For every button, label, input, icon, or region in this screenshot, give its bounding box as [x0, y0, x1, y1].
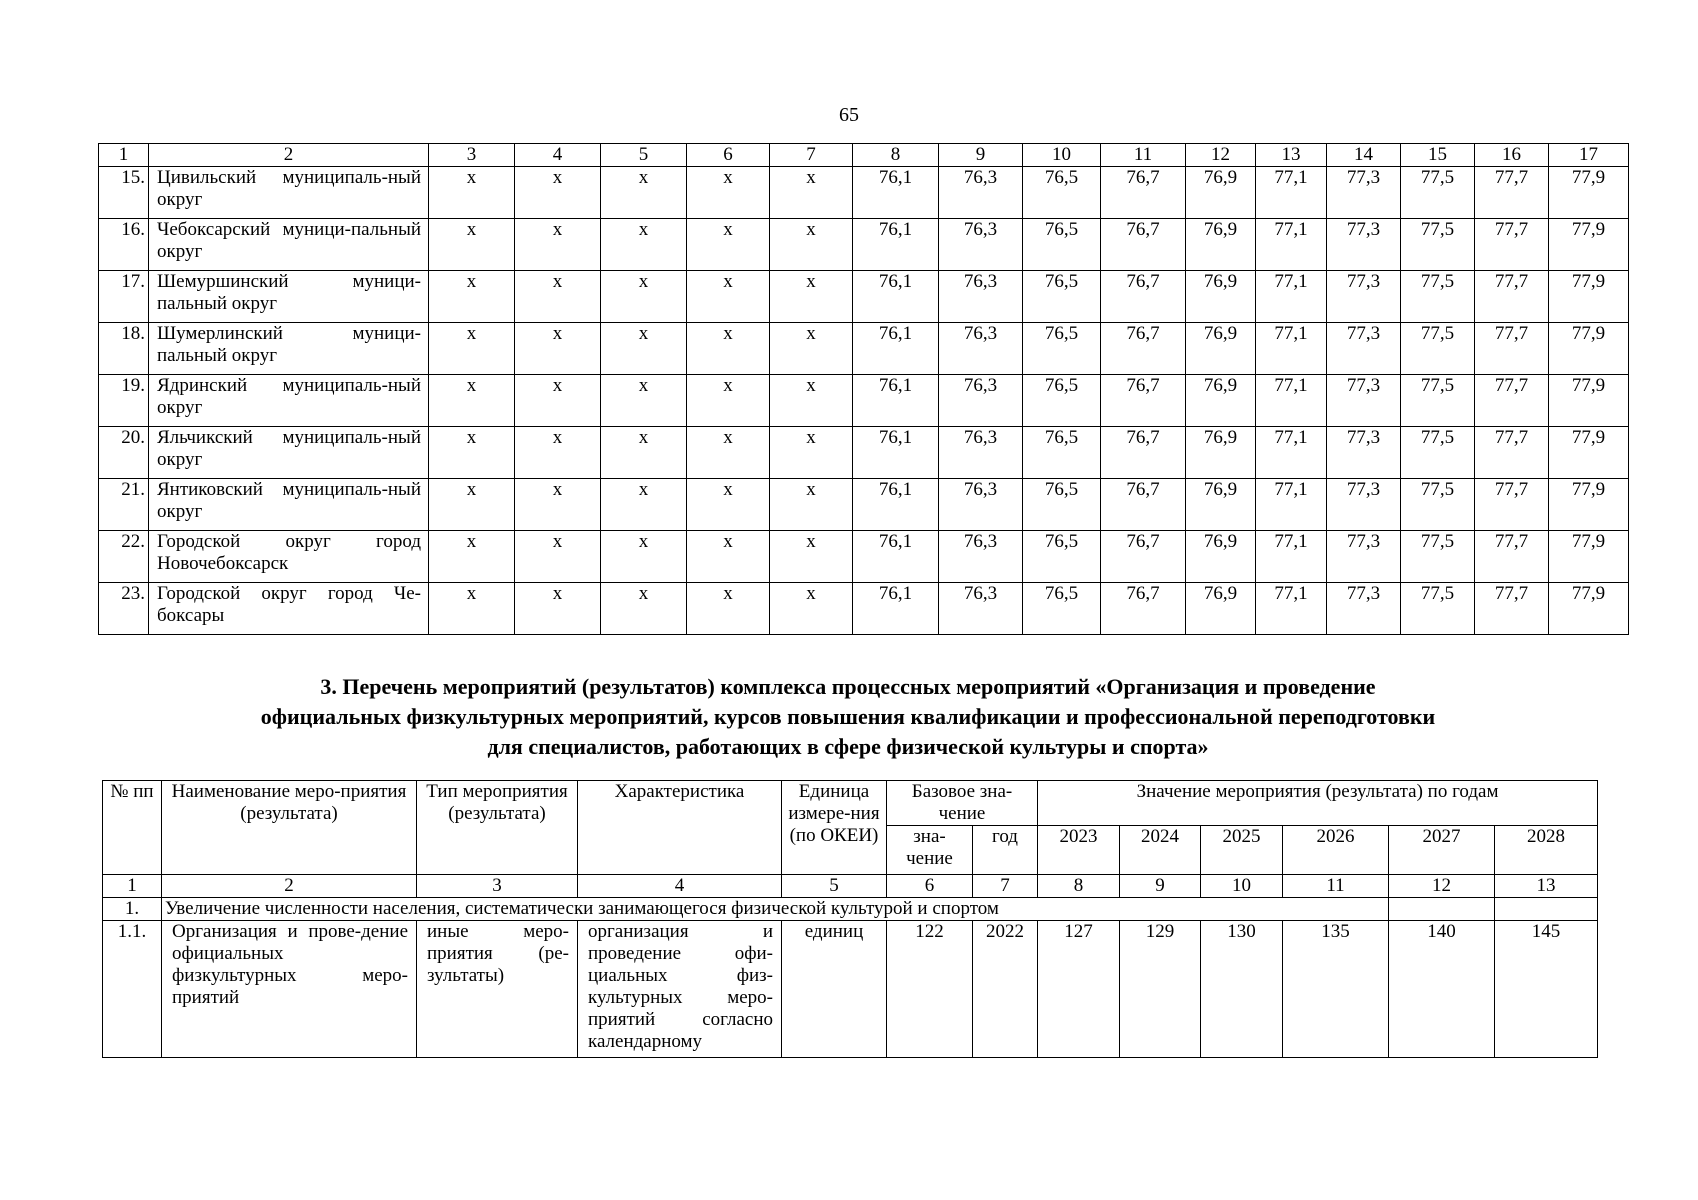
value-cell: 76,1 — [853, 219, 939, 271]
value-cell: 76,3 — [939, 219, 1023, 271]
municipality-name: Шемуршинский муници-пальный округ — [149, 271, 429, 323]
value-cell: 76,5 — [1023, 323, 1101, 375]
value-cell: 77,7 — [1475, 219, 1549, 271]
header-year-2025: 2025 — [1201, 826, 1283, 875]
header-years-group: Значение мероприятия (результата) по годам — [1038, 781, 1598, 826]
value-cell: 76,1 — [853, 583, 939, 635]
header-cell: 10 — [1023, 144, 1101, 167]
item-characteristic: организация и проведение офи-циальных физ-культурных меро-приятий согласно календарному — [578, 921, 782, 1058]
value-cell: 77,5 — [1401, 271, 1475, 323]
placeholder-cell: х — [687, 479, 770, 531]
placeholder-cell: х — [770, 219, 853, 271]
header-cell: 11 — [1101, 144, 1186, 167]
placeholder-cell: х — [687, 323, 770, 375]
value-cell: 77,5 — [1401, 167, 1475, 219]
placeholder-cell: х — [601, 323, 687, 375]
placeholder-cell: х — [601, 427, 687, 479]
section-title-line-1: 3. Перечень мероприятий (результатов) комплекса процессных мероприятий «Организация и проведение — [320, 674, 1376, 699]
placeholder-cell: х — [687, 375, 770, 427]
placeholder-cell: х — [601, 167, 687, 219]
row-number: 17. — [99, 271, 149, 323]
table-row — [99, 167, 1629, 219]
value-cell: 77,7 — [1475, 479, 1549, 531]
item-value-2025: 130 — [1201, 921, 1283, 1058]
placeholder-cell: х — [429, 479, 515, 531]
value-cell: 76,1 — [853, 167, 939, 219]
value-cell: 76,7 — [1101, 167, 1186, 219]
value-cell: 77,3 — [1327, 375, 1401, 427]
group-empty-cell — [1495, 898, 1598, 921]
municipality-name: Шумерлинский муници-пальный округ — [149, 323, 429, 375]
placeholder-cell: х — [429, 167, 515, 219]
value-cell: 76,5 — [1023, 167, 1101, 219]
value-cell: 77,5 — [1401, 479, 1475, 531]
value-cell: 77,3 — [1327, 323, 1401, 375]
item-base-value: 122 — [887, 921, 973, 1058]
value-cell: 77,5 — [1401, 375, 1475, 427]
column-index-cell: 9 — [1120, 875, 1201, 898]
placeholder-cell: х — [770, 271, 853, 323]
value-cell: 77,1 — [1256, 271, 1327, 323]
header-year-2024: 2024 — [1120, 826, 1201, 875]
value-cell: 76,3 — [939, 427, 1023, 479]
row-number: 16. — [99, 219, 149, 271]
placeholder-cell: х — [687, 583, 770, 635]
value-cell: 76,3 — [939, 531, 1023, 583]
placeholder-cell: х — [429, 219, 515, 271]
value-cell: 77,9 — [1549, 531, 1629, 583]
header-cell: 15 — [1401, 144, 1475, 167]
value-cell: 77,9 — [1549, 479, 1629, 531]
row-number: 22. — [99, 531, 149, 583]
placeholder-cell: х — [687, 271, 770, 323]
placeholder-cell: х — [515, 375, 601, 427]
indicator-values-table — [98, 143, 1629, 635]
item-value-2026: 135 — [1283, 921, 1389, 1058]
value-cell: 76,5 — [1023, 427, 1101, 479]
value-cell: 77,3 — [1327, 219, 1401, 271]
value-cell: 77,3 — [1327, 271, 1401, 323]
header-cell: 13 — [1256, 144, 1327, 167]
value-cell: 76,1 — [853, 323, 939, 375]
value-cell: 76,3 — [939, 583, 1023, 635]
activities-index-row — [103, 875, 1598, 898]
placeholder-cell: х — [601, 479, 687, 531]
header-cell: 4 — [515, 144, 601, 167]
column-index-cell: 10 — [1201, 875, 1283, 898]
value-cell: 76,1 — [853, 531, 939, 583]
header-year-2028: 2028 — [1495, 826, 1598, 875]
header-cell: 12 — [1186, 144, 1256, 167]
placeholder-cell: х — [687, 219, 770, 271]
value-cell: 77,5 — [1401, 219, 1475, 271]
value-cell: 76,5 — [1023, 479, 1101, 531]
column-index-cell: 3 — [417, 875, 578, 898]
value-cell: 76,9 — [1186, 219, 1256, 271]
header-base-value: зна-чение — [887, 826, 973, 875]
placeholder-cell: х — [515, 479, 601, 531]
table-row — [99, 375, 1629, 427]
value-cell: 77,3 — [1327, 583, 1401, 635]
activities-table — [102, 780, 1598, 1058]
table-row — [99, 219, 1629, 271]
table-row — [99, 479, 1629, 531]
header-cell: 5 — [601, 144, 687, 167]
row-number: 21. — [99, 479, 149, 531]
section-title-line-3: для специалистов, работающих в сфере физической культуры и спорта» — [487, 734, 1209, 759]
item-value-2027: 140 — [1389, 921, 1495, 1058]
item-value-2028: 145 — [1495, 921, 1598, 1058]
column-index-cell: 7 — [973, 875, 1038, 898]
value-cell: 77,9 — [1549, 323, 1629, 375]
value-cell: 77,7 — [1475, 323, 1549, 375]
header-name: Наименование меро-приятия (результата) — [162, 781, 417, 875]
value-cell: 77,7 — [1475, 531, 1549, 583]
column-index-cell: 11 — [1283, 875, 1389, 898]
column-index-cell: 1 — [103, 875, 162, 898]
activities-item-row — [103, 921, 1598, 1058]
page-number: 65 — [839, 104, 859, 126]
value-cell: 77,3 — [1327, 427, 1401, 479]
placeholder-cell: х — [515, 583, 601, 635]
placeholder-cell: х — [770, 531, 853, 583]
table-row — [99, 531, 1629, 583]
group-text: Увеличение численности населения, систематически занимающегося физической культурой и спортом — [162, 898, 1389, 921]
placeholder-cell: х — [429, 531, 515, 583]
value-cell: 77,5 — [1401, 427, 1475, 479]
value-cell: 76,3 — [939, 375, 1023, 427]
row-number: 15. — [99, 167, 149, 219]
value-cell: 76,3 — [939, 479, 1023, 531]
header-cell: 7 — [770, 144, 853, 167]
value-cell: 77,5 — [1401, 583, 1475, 635]
municipality-name: Яльчикский муниципаль-ный округ — [149, 427, 429, 479]
value-cell: 77,1 — [1256, 375, 1327, 427]
value-cell: 77,5 — [1401, 323, 1475, 375]
placeholder-cell: х — [429, 375, 515, 427]
column-index-cell: 6 — [887, 875, 973, 898]
placeholder-cell: х — [429, 583, 515, 635]
placeholder-cell: х — [770, 427, 853, 479]
value-cell: 76,7 — [1101, 271, 1186, 323]
value-cell: 77,1 — [1256, 583, 1327, 635]
placeholder-cell: х — [601, 219, 687, 271]
placeholder-cell: х — [429, 323, 515, 375]
value-cell: 76,7 — [1101, 219, 1186, 271]
header-num: № пп — [103, 781, 162, 875]
value-cell: 76,7 — [1101, 531, 1186, 583]
value-cell: 76,1 — [853, 271, 939, 323]
value-cell: 76,9 — [1186, 167, 1256, 219]
column-index-cell: 4 — [578, 875, 782, 898]
placeholder-cell: х — [687, 531, 770, 583]
value-cell: 76,7 — [1101, 583, 1186, 635]
column-index-cell: 13 — [1495, 875, 1598, 898]
row-number: 18. — [99, 323, 149, 375]
value-cell: 77,7 — [1475, 427, 1549, 479]
item-unit: единиц — [782, 921, 887, 1058]
value-cell: 77,9 — [1549, 375, 1629, 427]
value-cell: 77,5 — [1401, 531, 1475, 583]
placeholder-cell: х — [601, 583, 687, 635]
placeholder-cell: х — [770, 323, 853, 375]
value-cell: 77,9 — [1549, 583, 1629, 635]
table-row — [99, 323, 1629, 375]
placeholder-cell: х — [601, 531, 687, 583]
placeholder-cell: х — [601, 375, 687, 427]
value-cell: 77,1 — [1256, 531, 1327, 583]
value-cell: 76,1 — [853, 479, 939, 531]
header-cell: 16 — [1475, 144, 1549, 167]
municipality-name: Городской округ город Новочебоксарск — [149, 531, 429, 583]
municipality-name: Цивильский муниципаль-ный округ — [149, 167, 429, 219]
value-cell: 76,7 — [1101, 427, 1186, 479]
header-base: Базовое зна-чение — [887, 781, 1038, 826]
header-characteristic: Характеристика — [578, 781, 782, 875]
header-unit: Единица измере-ния (по ОКЕИ) — [782, 781, 887, 875]
item-value-2024: 129 — [1120, 921, 1201, 1058]
header-cell: 6 — [687, 144, 770, 167]
table-row — [99, 271, 1629, 323]
value-cell: 76,1 — [853, 375, 939, 427]
value-cell: 76,7 — [1101, 375, 1186, 427]
header-year-2027: 2027 — [1389, 826, 1495, 875]
header-year-2026: 2026 — [1283, 826, 1389, 875]
value-cell: 77,9 — [1549, 219, 1629, 271]
header-cell: 9 — [939, 144, 1023, 167]
value-cell: 77,1 — [1256, 479, 1327, 531]
row-number: 19. — [99, 375, 149, 427]
value-cell: 76,9 — [1186, 427, 1256, 479]
value-cell: 77,7 — [1475, 271, 1549, 323]
table-header-row — [99, 144, 1629, 167]
column-index-cell: 5 — [782, 875, 887, 898]
value-cell: 76,5 — [1023, 531, 1101, 583]
value-cell: 76,7 — [1101, 479, 1186, 531]
placeholder-cell: х — [515, 219, 601, 271]
header-year-2023: 2023 — [1038, 826, 1120, 875]
value-cell: 77,3 — [1327, 531, 1401, 583]
table-row — [99, 427, 1629, 479]
row-number: 23. — [99, 583, 149, 635]
indicator-values-table-body — [99, 144, 1629, 635]
header-cell: 17 — [1549, 144, 1629, 167]
value-cell: 77,7 — [1475, 583, 1549, 635]
item-name: Организация и прове-дение официальных физкультурных меро-приятий — [162, 921, 417, 1058]
placeholder-cell: х — [515, 531, 601, 583]
value-cell: 76,5 — [1023, 583, 1101, 635]
header-cell: 8 — [853, 144, 939, 167]
placeholder-cell: х — [687, 427, 770, 479]
value-cell: 76,5 — [1023, 219, 1101, 271]
placeholder-cell: х — [770, 375, 853, 427]
value-cell: 76,9 — [1186, 375, 1256, 427]
item-num: 1.1. — [103, 921, 162, 1058]
table-row — [99, 583, 1629, 635]
placeholder-cell: х — [687, 167, 770, 219]
activities-group-row — [103, 898, 1598, 921]
placeholder-cell: х — [770, 479, 853, 531]
value-cell: 77,9 — [1549, 167, 1629, 219]
column-index-cell: 12 — [1389, 875, 1495, 898]
placeholder-cell: х — [601, 271, 687, 323]
municipality-name: Янтиковский муниципаль-ный округ — [149, 479, 429, 531]
value-cell: 76,3 — [939, 271, 1023, 323]
placeholder-cell: х — [515, 167, 601, 219]
header-type: Тип мероприятия (результата) — [417, 781, 578, 875]
section-title — [98, 672, 1598, 762]
value-cell: 76,9 — [1186, 583, 1256, 635]
placeholder-cell: х — [515, 427, 601, 479]
municipality-name: Городской округ город Че-боксары — [149, 583, 429, 635]
value-cell: 76,1 — [853, 427, 939, 479]
value-cell: 77,1 — [1256, 427, 1327, 479]
value-cell: 76,9 — [1186, 479, 1256, 531]
placeholder-cell: х — [515, 271, 601, 323]
value-cell: 76,3 — [939, 323, 1023, 375]
municipality-name: Чебоксарский муници-пальный округ — [149, 219, 429, 271]
placeholder-cell: х — [770, 583, 853, 635]
placeholder-cell: х — [429, 427, 515, 479]
municipality-name: Ядринский муниципаль-ный округ — [149, 375, 429, 427]
value-cell: 77,1 — [1256, 219, 1327, 271]
value-cell: 76,7 — [1101, 323, 1186, 375]
value-cell: 77,9 — [1549, 271, 1629, 323]
header-base-year: год — [973, 826, 1038, 875]
value-cell: 76,3 — [939, 167, 1023, 219]
value-cell: 76,5 — [1023, 271, 1101, 323]
row-number: 20. — [99, 427, 149, 479]
value-cell: 77,1 — [1256, 167, 1327, 219]
header-cell: 14 — [1327, 144, 1401, 167]
value-cell: 77,3 — [1327, 479, 1401, 531]
column-index-cell: 2 — [162, 875, 417, 898]
value-cell: 77,3 — [1327, 167, 1401, 219]
value-cell: 77,9 — [1549, 427, 1629, 479]
value-cell: 76,9 — [1186, 531, 1256, 583]
item-type: иные меро-приятия (ре-зультаты) — [417, 921, 578, 1058]
value-cell: 77,1 — [1256, 323, 1327, 375]
item-base-year: 2022 — [973, 921, 1038, 1058]
column-index-cell: 8 — [1038, 875, 1120, 898]
placeholder-cell: х — [515, 323, 601, 375]
section-title-line-2: официальных физкультурных мероприятий, курсов повышения квалификации и профессиональной переподготовки — [260, 704, 1436, 729]
value-cell: 76,9 — [1186, 323, 1256, 375]
placeholder-cell: х — [770, 167, 853, 219]
group-empty-cell — [1389, 898, 1495, 921]
activities-header-row — [103, 781, 1598, 826]
value-cell: 77,7 — [1475, 167, 1549, 219]
item-value-2023: 127 — [1038, 921, 1120, 1058]
header-cell: 2 — [149, 144, 429, 167]
value-cell: 77,7 — [1475, 375, 1549, 427]
value-cell: 76,5 — [1023, 375, 1101, 427]
header-cell: 1 — [99, 144, 149, 167]
value-cell: 76,9 — [1186, 271, 1256, 323]
header-cell: 3 — [429, 144, 515, 167]
group-num: 1. — [103, 898, 162, 921]
placeholder-cell: х — [429, 271, 515, 323]
